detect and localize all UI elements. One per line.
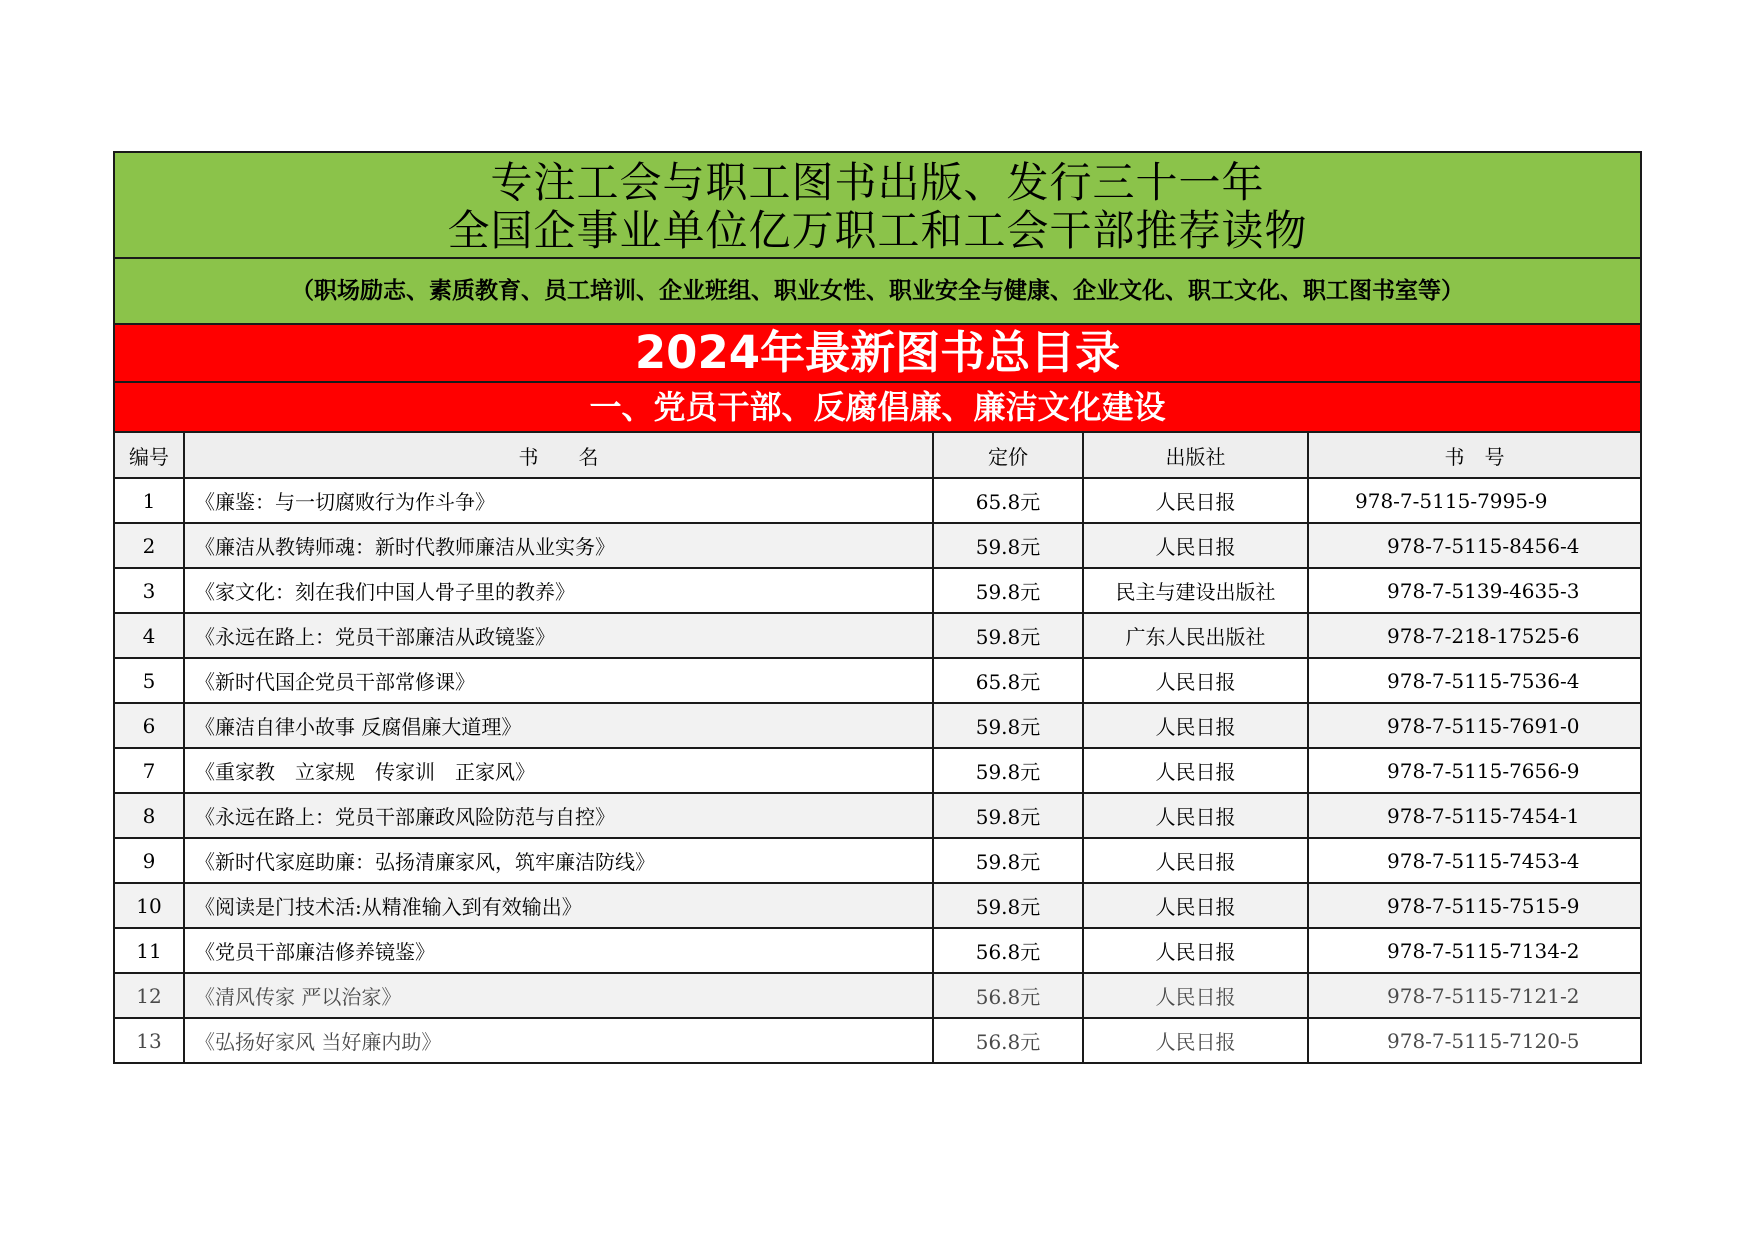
cell-isbn: 978-7-5115-7453-4 bbox=[1308, 838, 1640, 883]
cell-price: 56.8元 bbox=[933, 1018, 1083, 1063]
subtitle-band bbox=[115, 259, 1640, 325]
catalog-title: 2024年最新图书总目录 bbox=[634, 326, 1121, 379]
cell-publisher: 人民日报 bbox=[1083, 973, 1308, 1018]
column-header-number: 编号 bbox=[115, 433, 184, 478]
column-header-price: 定价 bbox=[933, 433, 1083, 478]
column-header-title: 书 名 bbox=[184, 433, 933, 478]
cell-publisher: 广东人民出版社 bbox=[1083, 613, 1308, 658]
table-row bbox=[115, 523, 1640, 568]
cell-isbn: 978-7-218-17525-6 bbox=[1308, 613, 1640, 658]
main-title-line-1: 专注工会与职工图书出版、发行三十一年 bbox=[490, 158, 1265, 207]
section-title-band bbox=[115, 383, 1640, 433]
section-title: 一、党员干部、反腐倡廉、廉洁文化建设 bbox=[589, 388, 1166, 426]
cell-title: 《永远在路上：党员干部廉洁从政镜鉴》 bbox=[184, 613, 933, 658]
cell-number: 8 bbox=[115, 793, 184, 838]
table-row bbox=[115, 613, 1640, 658]
cell-title: 《阅读是门技术活:从精准输入到有效输出》 bbox=[184, 883, 933, 928]
cell-publisher: 人民日报 bbox=[1083, 793, 1308, 838]
subtitle-text: （职场励志、素质教育、员工培训、企业班组、职业女性、职业安全与健康、企业文化、职工文化、职工图书室等） bbox=[291, 278, 1464, 304]
cell-number: 10 bbox=[115, 883, 184, 928]
catalog-sheet bbox=[113, 151, 1642, 1064]
table-row bbox=[115, 658, 1640, 703]
main-title-band bbox=[115, 153, 1640, 259]
cell-number: 7 bbox=[115, 748, 184, 793]
cell-title: 《家文化：刻在我们中国人骨子里的教养》 bbox=[184, 568, 933, 613]
cell-isbn: 978-7-5115-7134-2 bbox=[1308, 928, 1640, 973]
cell-title: 《重家教 立家规 传家训 正家风》 bbox=[184, 748, 933, 793]
table-row bbox=[115, 838, 1640, 883]
table-row bbox=[115, 568, 1640, 613]
table-row bbox=[115, 478, 1640, 523]
cell-number: 11 bbox=[115, 928, 184, 973]
cell-publisher: 人民日报 bbox=[1083, 478, 1308, 523]
cell-price: 65.8元 bbox=[933, 478, 1083, 523]
cell-number: 5 bbox=[115, 658, 184, 703]
book-table bbox=[115, 433, 1640, 1064]
column-header-publisher: 出版社 bbox=[1083, 433, 1308, 478]
cell-publisher: 人民日报 bbox=[1083, 748, 1308, 793]
cell-isbn: 978-7-5115-8456-4 bbox=[1308, 523, 1640, 568]
cell-number: 1 bbox=[115, 478, 184, 523]
cell-publisher: 人民日报 bbox=[1083, 928, 1308, 973]
cell-price: 59.8元 bbox=[933, 613, 1083, 658]
cell-isbn: 978-7-5115-7454-1 bbox=[1308, 793, 1640, 838]
table-header-row bbox=[115, 433, 1640, 478]
cell-price: 59.8元 bbox=[933, 838, 1083, 883]
cell-isbn: 978-7-5115-7121-2 bbox=[1308, 973, 1640, 1018]
cell-isbn: 978-7-5115-7536-4 bbox=[1308, 658, 1640, 703]
cell-publisher: 人民日报 bbox=[1083, 658, 1308, 703]
catalog-title-band bbox=[115, 325, 1640, 383]
cell-title: 《永远在路上：党员干部廉政风险防范与自控》 bbox=[184, 793, 933, 838]
cell-number: 13 bbox=[115, 1018, 184, 1063]
cell-title: 《弘扬好家风 当好廉内助》 bbox=[184, 1018, 933, 1063]
cell-price: 59.8元 bbox=[933, 748, 1083, 793]
cell-title: 《清风传家 严以治家》 bbox=[184, 973, 933, 1018]
cell-number: 6 bbox=[115, 703, 184, 748]
cell-number: 3 bbox=[115, 568, 184, 613]
cell-price: 59.8元 bbox=[933, 523, 1083, 568]
cell-price: 56.8元 bbox=[933, 973, 1083, 1018]
cell-publisher: 人民日报 bbox=[1083, 883, 1308, 928]
cell-publisher: 人民日报 bbox=[1083, 523, 1308, 568]
cell-publisher: 民主与建设出版社 bbox=[1083, 568, 1308, 613]
cell-isbn: 978-7-5139-4635-3 bbox=[1308, 568, 1640, 613]
main-title-line-2: 全国企事业单位亿万职工和工会干部推荐读物 bbox=[447, 206, 1308, 255]
table-row bbox=[115, 1018, 1640, 1063]
cell-isbn: 978-7-5115-7515-9 bbox=[1308, 883, 1640, 928]
cell-isbn: 978-7-5115-7691-0 bbox=[1308, 703, 1640, 748]
cell-price: 59.8元 bbox=[933, 703, 1083, 748]
table-row bbox=[115, 793, 1640, 838]
cell-title: 《党员干部廉洁修养镜鉴》 bbox=[184, 928, 933, 973]
column-header-isbn: 书 号 bbox=[1308, 433, 1640, 478]
cell-isbn: 978-7-5115-7120-5 bbox=[1308, 1018, 1640, 1063]
table-row bbox=[115, 703, 1640, 748]
cell-isbn: 978-7-5115-7995-9 bbox=[1308, 478, 1640, 523]
cell-price: 56.8元 bbox=[933, 928, 1083, 973]
cell-number: 2 bbox=[115, 523, 184, 568]
table-row bbox=[115, 928, 1640, 973]
cell-price: 65.8元 bbox=[933, 658, 1083, 703]
cell-title: 《新时代国企党员干部常修课》 bbox=[184, 658, 933, 703]
cell-number: 12 bbox=[115, 973, 184, 1018]
cell-publisher: 人民日报 bbox=[1083, 703, 1308, 748]
cell-title: 《廉洁自律小故事 反腐倡廉大道理》 bbox=[184, 703, 933, 748]
cell-price: 59.8元 bbox=[933, 568, 1083, 613]
cell-publisher: 人民日报 bbox=[1083, 838, 1308, 883]
cell-isbn: 978-7-5115-7656-9 bbox=[1308, 748, 1640, 793]
table-row bbox=[115, 973, 1640, 1018]
cell-number: 4 bbox=[115, 613, 184, 658]
cell-title: 《廉鉴：与一切腐败行为作斗争》 bbox=[184, 478, 933, 523]
cell-price: 59.8元 bbox=[933, 793, 1083, 838]
cell-title: 《新时代家庭助廉：弘扬清廉家风，筑牢廉洁防线》 bbox=[184, 838, 933, 883]
table-row bbox=[115, 883, 1640, 928]
cell-number: 9 bbox=[115, 838, 184, 883]
cell-price: 59.8元 bbox=[933, 883, 1083, 928]
cell-publisher: 人民日报 bbox=[1083, 1018, 1308, 1063]
table-row bbox=[115, 748, 1640, 793]
cell-title: 《廉洁从教铸师魂：新时代教师廉洁从业实务》 bbox=[184, 523, 933, 568]
